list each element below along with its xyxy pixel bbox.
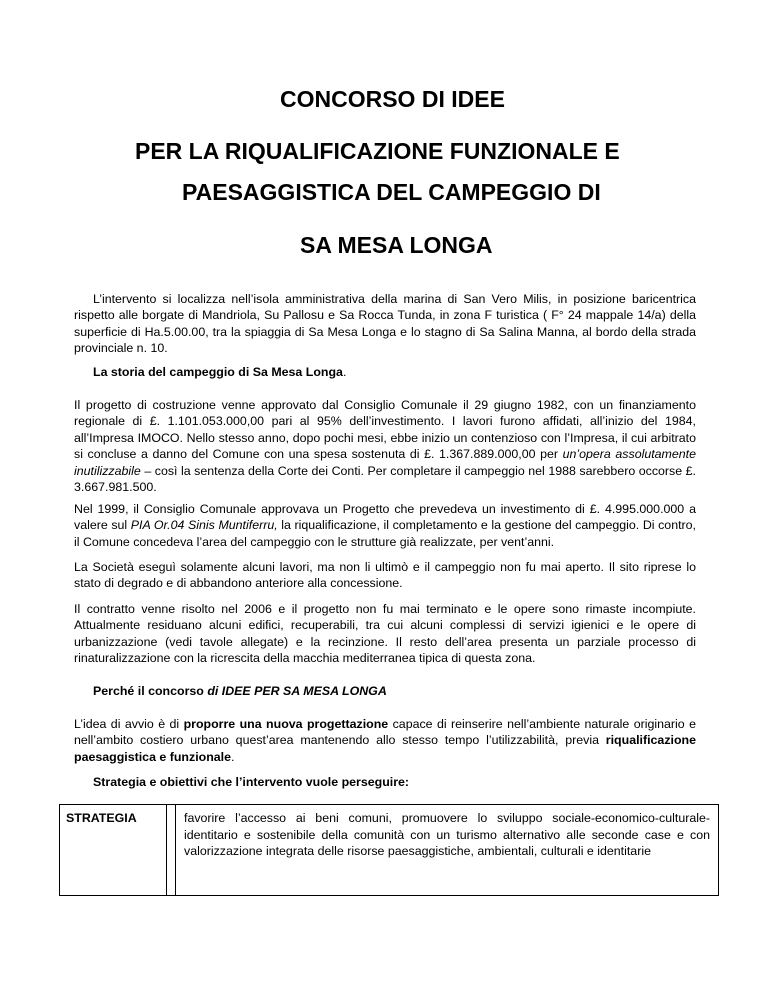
history-p2-italic: PIA Or.04 Sinis Muntiferru, [130, 518, 278, 533]
why-heading-italic: di IDEE PER SA MESA LONGA [207, 684, 387, 698]
history-paragraph-3: La Società eseguì solamente alcuni lavori, ma non li ultimò e il campeggio non fu mai aperto. Il sito riprese lo stato di degrado e di abbandono anteriore alla concessione. [74, 560, 696, 591]
history-p2-text-b: la riqualificazione, il completamento e la gestione del campeggio. Di contro, il Comune concedeva l’area del campeggio con le strutture già realizzate, per vent’anni. [74, 518, 696, 549]
why-p-text-a: L’idea di avvio è di [74, 717, 184, 731]
strategy-text-cell: favorire l’accesso ai beni comuni, promuovere lo sviluppo sociale-economico-culturale-identitario e sostenibile della comunità con un turismo alternativo alle seconde case e con valorizzazione integrata delle risorse paesaggistiche, ambientali, culturali e identitarie [176, 805, 719, 896]
title-line-1: CONCORSO DI IDEE [280, 86, 505, 112]
title-line-3: PAESAGGISTICA DEL CAMPEGGIO DI [182, 179, 601, 205]
strategy-gap-cell [167, 805, 176, 896]
table-row [60, 805, 719, 896]
strategy-heading: Strategia e obiettivi che l’intervento vuole perseguire: [93, 775, 410, 789]
intro-paragraph: L’intervento si localizza nell’isola amministrativa della marina di San Vero Milis, in posizione baricentrica rispetto alle borgate di Mandriola, Su Pallosu e Sa Rocca Tunda, in zona F turistica ( F° 24 mappale 14/a) della superficie di Ha.5.00.00, tra la spiaggia di Sa Mesa Longa e lo stagno di Sa Salina Manna, al bordo della strada provinciale n. 10. [74, 292, 696, 356]
history-heading-end: . [342, 365, 347, 379]
strategy-label-cell: STRATEGIA [60, 805, 167, 896]
title-line-2: PER LA RIQUALIFICAZIONE FUNZIONALE E [135, 138, 620, 164]
history-p1-italic: un’opera assolutamente inutilizzabile [74, 447, 696, 478]
history-paragraph-1 [74, 397, 696, 495]
history-p2-text-a: Nel 1999, il Consiglio Comunale approvava un Progetto che prevedeva un investimento di £. 4.995.000.000 a valere sul [74, 502, 696, 533]
title-line-4: SA MESA LONGA [300, 232, 493, 258]
why-paragraph [74, 716, 696, 765]
why-heading-text: Perché il concorso [93, 684, 208, 698]
why-p-text-c: . [231, 749, 235, 764]
history-p1-text-b: – così la sentenza della Corte dei Conti. Per completare il campeggio nel 1988 sarebbero occorse £. 3.667.981.500. [74, 463, 696, 495]
history-heading-text: La storia del campeggio di Sa Mesa Longa [93, 365, 343, 379]
why-heading [93, 684, 387, 698]
history-heading [93, 365, 346, 379]
why-p-bold-1: proporre una nuova progettazione [183, 717, 389, 731]
why-p-bold-2: riqualificazione paesaggistica e funzionale [74, 733, 696, 764]
history-paragraph-4: Il contratto venne risolto nel 2006 e il progetto non fu mai terminato e le opere sono rimaste incompiute. Attualmente residuano alcuni edifici, recuperabili, tra cui alcuni complessi di servizi igienici e le opere di urbanizzazione (vedi tavole allegate) e la recinzione. Il resto dell’area presenta un parziale processo di rinaturalizzazione con la ricrescita della macchia mediterranea tipica di questa zona. [74, 602, 696, 666]
history-paragraph-2 [74, 501, 696, 550]
strategy-table [59, 804, 719, 896]
history-p1-text-a: Il progetto di costruzione venne approvato dal Consiglio Comunale il 29 giugno 1982, con un finanziamento regionale di £. 1.101.053.000,00 pari al 95% dell’investimento. I lavori furono affidati, all’inizio del 1984, all’Impresa IMOCO. Nello stesso anno, dopo pochi mesi, ebbe inizio un contenzioso con l’Impresa, il cui arbitrato si concluse a danno del Comune con una spesa sostenuta di £. 1.367.889.000,00 per [74, 398, 696, 462]
why-p-text-b: capace di reinserire nell’ambiente naturale originario e nell’ambito costiero urbano quest’area mantenendo allo stesso tempo l’utilizzabilità, previa [74, 717, 696, 748]
